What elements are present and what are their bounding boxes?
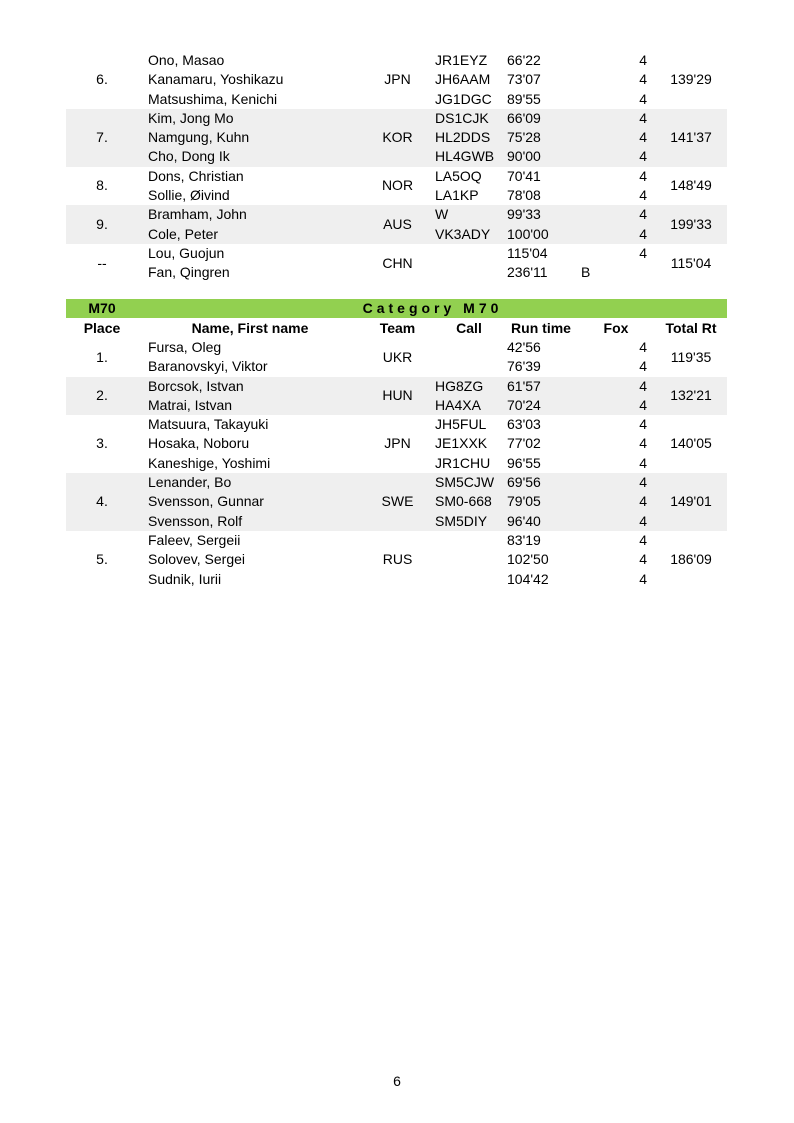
table-row [66, 205, 727, 224]
run-time-cell: 77'02 [507, 435, 541, 452]
category-bar [66, 299, 727, 318]
fox-count-cell: 4 [597, 205, 655, 224]
run-time-cell: 83'19 [507, 531, 541, 548]
run-time-cell: 66'22 [507, 52, 541, 68]
competitor-name: Cho, Dong Ik [138, 147, 362, 166]
table-row [66, 473, 727, 492]
status-mark-cell [577, 434, 597, 453]
fox-count-cell: 4 [639, 435, 647, 452]
status-mark-cell [577, 225, 597, 244]
competitor-name: Baranovskyi, Viktor [148, 358, 268, 375]
fox-count-cell: 4 [639, 531, 647, 548]
status-mark-cell [577, 70, 597, 89]
status-mark-cell [577, 244, 597, 263]
team-cell: HUN [362, 377, 433, 416]
run-time-cell: 104'42 [507, 570, 549, 587]
fox-count-cell: 4 [597, 225, 655, 244]
fox-count-cell [597, 263, 655, 282]
fox-count-cell: 4 [639, 244, 647, 261]
place-cell: 7. [66, 109, 138, 167]
status-mark-cell [577, 415, 597, 434]
place-cell: 6. [96, 71, 108, 88]
category-code: M70 [66, 299, 138, 318]
run-time-cell: 63'03 [507, 416, 541, 433]
callsign-cell: SM5DIY [433, 512, 505, 531]
run-time-cell: 73'07 [507, 71, 541, 88]
category-m70-table [66, 299, 727, 589]
run-time-cell: 61'57 [505, 377, 577, 396]
total-time-cell: 119'35 [670, 348, 712, 365]
competitor-name: Fursa, Oleg [148, 339, 222, 355]
status-mark-cell [577, 186, 597, 205]
total-time-cell: 141'37 [655, 109, 727, 167]
place-cell: 2. [66, 377, 138, 416]
table-row [66, 338, 727, 357]
competitor-name: Lenander, Bo [138, 473, 362, 492]
place-cell: 4. [66, 473, 138, 531]
competitor-name: Svensson, Gunnar [138, 492, 362, 511]
status-mark-cell: B [581, 264, 591, 281]
status-mark-cell [577, 205, 597, 224]
competitor-name: Borcsok, Istvan [138, 377, 362, 396]
competitor-name: Fan, Qingren [148, 264, 230, 281]
fox-count-cell: 4 [597, 147, 655, 166]
run-time-cell: 236'11 [507, 264, 548, 281]
competitor-name: Kaneshige, Yoshimi [148, 454, 271, 471]
header-place: Place [83, 320, 121, 336]
fox-count-cell: 4 [597, 492, 655, 511]
fox-count-cell: 4 [639, 52, 647, 68]
total-time-cell: 199'33 [655, 205, 727, 244]
fox-count-cell: 4 [639, 339, 647, 355]
callsign-cell [433, 570, 505, 589]
place-cell: 8. [96, 177, 108, 194]
place-cell: 1. [96, 348, 108, 365]
callsign-cell: JG1DGC [435, 90, 492, 107]
status-mark-cell [577, 570, 597, 589]
category-title: Category M70 [138, 299, 727, 318]
callsign-cell [433, 357, 505, 376]
status-mark-cell [577, 90, 597, 109]
total-time-cell: 115'04 [670, 254, 712, 271]
status-mark-cell [577, 338, 597, 357]
header-team: Team [379, 320, 416, 336]
status-mark-cell [577, 377, 597, 396]
status-mark-cell [577, 512, 597, 531]
table-row [66, 415, 727, 434]
competitor-name: Kanamaru, Yoshikazu [148, 71, 284, 88]
total-time-cell: 186'09 [670, 551, 712, 568]
header-call: Call [456, 320, 482, 336]
callsign-cell: JR1CHU [435, 454, 491, 471]
fox-count-cell: 4 [639, 187, 647, 204]
table-row [66, 109, 727, 128]
team-cell: UKR [382, 348, 413, 365]
fox-count-cell: 4 [597, 109, 655, 128]
callsign-cell: JE1XXK [435, 435, 488, 452]
competitor-name: Dons, Christian [148, 167, 244, 184]
run-time-cell: 90'00 [505, 147, 577, 166]
run-time-cell: 96'55 [507, 454, 541, 471]
team-cell: KOR [362, 109, 433, 167]
competitor-name: Ono, Masao [148, 52, 225, 68]
total-time-cell: 148'49 [670, 177, 712, 194]
competitor-name: Cole, Peter [138, 225, 362, 244]
fox-count-cell: 4 [639, 454, 647, 471]
table-row [66, 531, 727, 550]
team-cell: RUS [382, 551, 413, 568]
status-mark-cell [577, 51, 597, 70]
status-mark-cell [577, 473, 597, 492]
place-cell: 5. [96, 551, 108, 568]
run-time-cell: 42'56 [507, 339, 541, 355]
header-run-time: Run time [511, 320, 571, 336]
callsign-cell: JR1EYZ [435, 52, 488, 68]
competitor-name: Solovev, Sergei [148, 551, 246, 568]
callsign-cell: HL2DDS [433, 128, 505, 147]
status-mark-cell [577, 357, 597, 376]
run-time-cell: 75'28 [505, 128, 577, 147]
place-cell: 9. [66, 205, 138, 244]
run-time-cell: 102'50 [507, 551, 549, 568]
run-time-cell: 99'33 [505, 205, 577, 224]
place-cell: 3. [96, 435, 108, 452]
table-row [66, 244, 727, 263]
run-time-cell: 69'56 [505, 473, 577, 492]
callsign-cell [433, 338, 505, 357]
page-number: 6 [393, 1073, 401, 1089]
competitor-name: Matsuura, Takayuki [148, 416, 269, 433]
run-time-cell: 89'55 [507, 90, 541, 107]
run-time-cell: 115'04 [507, 244, 548, 261]
run-time-cell: 100'00 [505, 225, 577, 244]
status-mark-cell [577, 550, 597, 569]
callsign-cell: SM5CJW [433, 473, 505, 492]
callsign-cell: HG8ZG [433, 377, 505, 396]
total-time-cell: 149'01 [655, 473, 727, 531]
team-cell: AUS [362, 205, 433, 244]
run-time-cell: 70'24 [505, 396, 577, 415]
fox-count-cell: 4 [597, 512, 655, 531]
callsign-cell: VK3ADY [433, 225, 505, 244]
status-mark-cell [577, 109, 597, 128]
competitor-name: Lou, Guojun [148, 244, 225, 261]
status-mark-cell [577, 531, 597, 550]
fox-count-cell: 4 [639, 570, 647, 587]
fox-count-cell: 4 [597, 473, 655, 492]
fox-count-cell: 4 [597, 377, 655, 396]
status-mark-cell [577, 128, 597, 147]
callsign-cell: JH6AAM [435, 71, 491, 88]
competitor-name: Faleev, Sergeii [148, 531, 241, 548]
callsign-cell: LA5OQ [435, 167, 482, 184]
table-row [66, 167, 727, 186]
callsign-cell [433, 244, 505, 263]
competitor-name: Sudnik, Iurii [148, 570, 222, 587]
fox-count-cell: 4 [639, 167, 647, 184]
fox-count-cell: 4 [597, 396, 655, 415]
fox-count-cell: 4 [597, 128, 655, 147]
run-time-cell: 70'41 [507, 167, 541, 184]
continued-results-table [66, 51, 727, 283]
team-cell: NOR [381, 177, 414, 194]
run-time-cell: 78'08 [507, 187, 541, 204]
fox-count-cell: 4 [639, 551, 647, 568]
fox-count-cell: 4 [639, 90, 647, 107]
team-cell: JPN [384, 71, 411, 88]
header-name: Name, First name [191, 320, 309, 336]
callsign-cell [433, 263, 505, 282]
callsign-cell: DS1CJK [433, 109, 505, 128]
run-time-cell: 66'09 [505, 109, 577, 128]
run-time-cell: 96'40 [505, 512, 577, 531]
fox-count-cell: 4 [639, 416, 647, 433]
competitor-name: Matsushima, Kenichi [148, 90, 278, 107]
callsign-cell: SM0-668 [433, 492, 505, 511]
status-mark-cell [577, 492, 597, 511]
callsign-cell [433, 550, 505, 569]
total-time-cell: 132'21 [655, 377, 727, 416]
status-mark-cell [577, 147, 597, 166]
run-time-cell: 76'39 [507, 358, 541, 375]
team-cell: JPN [384, 435, 411, 452]
table-row [66, 377, 727, 396]
callsign-cell: HL4GWB [433, 147, 505, 166]
callsign-cell [433, 531, 505, 550]
table-row [66, 51, 727, 70]
callsign-cell: W [433, 205, 505, 224]
header-fox: Fox [603, 320, 629, 336]
header-total: Total Rt [665, 320, 717, 336]
total-time-cell: 139'29 [670, 71, 712, 88]
total-time-cell: 140'05 [670, 435, 712, 452]
competitor-name: Bramham, John [138, 205, 362, 224]
competitor-name: Svensson, Rolf [138, 512, 362, 531]
fox-count-cell: 4 [639, 358, 647, 375]
competitor-name: Matrai, Istvan [138, 396, 362, 415]
team-cell: CHN [382, 254, 413, 271]
callsign-cell: JH5FUL [435, 416, 487, 433]
place-cell: -- [97, 254, 107, 271]
competitor-name: Namgung, Kuhn [138, 128, 362, 147]
callsign-cell: LA1KP [435, 187, 479, 204]
callsign-cell: HA4XA [433, 396, 505, 415]
competitor-name: Hosaka, Noboru [148, 435, 250, 452]
competitor-name: Kim, Jong Mo [138, 109, 362, 128]
team-cell: SWE [362, 473, 433, 531]
header-row [66, 318, 727, 338]
status-mark-cell [577, 396, 597, 415]
status-mark-cell [577, 167, 597, 186]
fox-count-cell: 4 [639, 71, 647, 88]
competitor-name: Sollie, Øivind [148, 187, 230, 204]
run-time-cell: 79'05 [505, 492, 577, 511]
status-mark-cell [577, 454, 597, 473]
